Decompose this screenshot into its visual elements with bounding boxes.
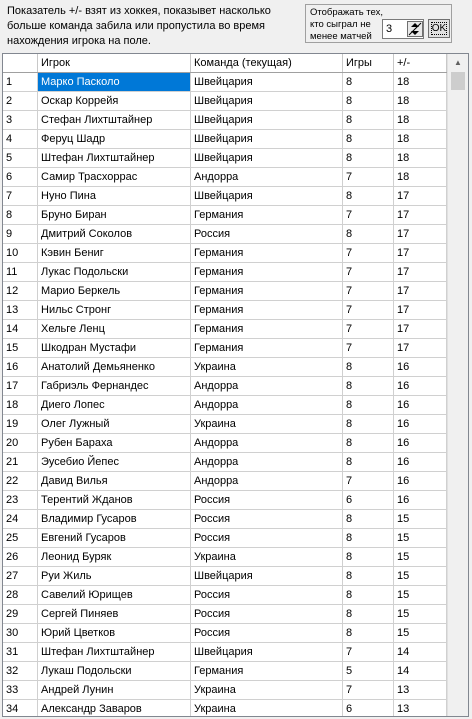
cell-player[interactable]: Марко Пасколо	[38, 73, 191, 92]
table-header	[3, 54, 447, 73]
cell-games[interactable]: 8	[343, 510, 394, 529]
cell-plus-minus[interactable]: 17	[394, 187, 447, 206]
cell-index[interactable]: 26	[3, 548, 38, 567]
cell-index[interactable]: 9	[3, 225, 38, 244]
cell-games[interactable]: 7	[343, 206, 394, 225]
cell-index[interactable]: 8	[3, 206, 38, 225]
cell-team[interactable]: Украина	[191, 700, 343, 717]
cell-player[interactable]: Нуно Пина	[38, 187, 191, 206]
column-header-index[interactable]	[3, 54, 38, 72]
min-games-label: Отображать тех, кто сыграл не менее матчей	[310, 7, 384, 42]
table-row[interactable]	[3, 472, 447, 491]
cell-player[interactable]: Леонид Буряк	[38, 548, 191, 567]
table-row[interactable]	[3, 263, 447, 282]
table-row[interactable]	[3, 301, 447, 320]
table-row[interactable]	[3, 567, 447, 586]
cell-team[interactable]: Россия	[191, 491, 343, 510]
table-row[interactable]	[3, 491, 447, 510]
cell-player[interactable]: Руи Жиль	[38, 567, 191, 586]
cell-games[interactable]: 8	[343, 529, 394, 548]
table-row[interactable]	[3, 73, 447, 92]
scroll-up-icon[interactable]: ▲	[448, 54, 468, 71]
cell-index[interactable]: 30	[3, 624, 38, 643]
cell-index[interactable]: 27	[3, 567, 38, 586]
cell-plus-minus[interactable]: 14	[394, 662, 447, 681]
table-row[interactable]	[3, 396, 447, 415]
cell-games[interactable]: 7	[343, 339, 394, 358]
cell-index[interactable]: 1	[3, 73, 38, 92]
cell-team[interactable]: Германия	[191, 301, 343, 320]
cell-player[interactable]: Оскар Коррейя	[38, 92, 191, 111]
cell-plus-minus[interactable]: 15	[394, 510, 447, 529]
table-row[interactable]	[3, 643, 447, 662]
vertical-scrollbar[interactable]	[447, 54, 468, 716]
cell-index[interactable]: 10	[3, 244, 38, 263]
cell-index[interactable]: 2	[3, 92, 38, 111]
table-row[interactable]	[3, 415, 447, 434]
cell-plus-minus[interactable]: 16	[394, 377, 447, 396]
cell-games[interactable]: 7	[343, 643, 394, 662]
cell-player[interactable]: Лукас Подольски	[38, 263, 191, 282]
players-table[interactable]	[2, 53, 469, 717]
cell-team[interactable]: Германия	[191, 206, 343, 225]
table-row[interactable]	[3, 453, 447, 472]
cell-index[interactable]: 11	[3, 263, 38, 282]
cell-team[interactable]: Андорра	[191, 396, 343, 415]
cell-plus-minus[interactable]: 15	[394, 586, 447, 605]
cell-index[interactable]: 4	[3, 130, 38, 149]
cell-team[interactable]: Россия	[191, 225, 343, 244]
cell-player[interactable]: Евгений Гусаров	[38, 529, 191, 548]
cell-team[interactable]: Андорра	[191, 434, 343, 453]
min-games-value[interactable]: 3	[386, 23, 393, 35]
cell-team[interactable]: Андорра	[191, 453, 343, 472]
table-row[interactable]	[3, 149, 447, 168]
cell-player[interactable]: Сергей Пиняев	[38, 605, 191, 624]
cell-index[interactable]: 18	[3, 396, 38, 415]
cell-plus-minus[interactable]: 17	[394, 225, 447, 244]
table-row[interactable]	[3, 681, 447, 700]
cell-player[interactable]: Феруц Шадр	[38, 130, 191, 149]
cell-games[interactable]: 8	[343, 187, 394, 206]
cell-index[interactable]: 33	[3, 681, 38, 700]
table-row[interactable]	[3, 130, 447, 149]
cell-player[interactable]: Эусебио Йепес	[38, 453, 191, 472]
table-row[interactable]	[3, 244, 447, 263]
cell-games[interactable]: 8	[343, 586, 394, 605]
cell-team[interactable]: Россия	[191, 510, 343, 529]
cell-team[interactable]: Швейцария	[191, 567, 343, 586]
cell-index[interactable]: 3	[3, 111, 38, 130]
cell-plus-minus[interactable]: 16	[394, 491, 447, 510]
cell-team[interactable]: Украина	[191, 681, 343, 700]
cell-index[interactable]: 28	[3, 586, 38, 605]
cell-plus-minus[interactable]: 16	[394, 358, 447, 377]
cell-games[interactable]: 7	[343, 263, 394, 282]
cell-plus-minus[interactable]: 15	[394, 567, 447, 586]
cell-index[interactable]: 17	[3, 377, 38, 396]
cell-plus-minus[interactable]: 13	[394, 681, 447, 700]
cell-plus-minus[interactable]: 16	[394, 434, 447, 453]
cell-team[interactable]: Германия	[191, 339, 343, 358]
cell-index[interactable]: 15	[3, 339, 38, 358]
cell-player[interactable]: Стефан Лихтштайнер	[38, 111, 191, 130]
cell-index[interactable]: 20	[3, 434, 38, 453]
cell-games[interactable]: 8	[343, 396, 394, 415]
cell-games[interactable]: 7	[343, 320, 394, 339]
cell-player[interactable]: Дмитрий Соколов	[38, 225, 191, 244]
table-row[interactable]	[3, 510, 447, 529]
cell-index[interactable]: 31	[3, 643, 38, 662]
cell-plus-minus[interactable]: 18	[394, 149, 447, 168]
table-row[interactable]	[3, 434, 447, 453]
cell-team[interactable]: Россия	[191, 586, 343, 605]
cell-player[interactable]: Лукаш Подольски	[38, 662, 191, 681]
table-row[interactable]	[3, 624, 447, 643]
cell-player[interactable]: Марио Беркель	[38, 282, 191, 301]
table-row[interactable]	[3, 358, 447, 377]
cell-games[interactable]: 5	[343, 662, 394, 681]
cell-team[interactable]: Германия	[191, 662, 343, 681]
table-row[interactable]	[3, 282, 447, 301]
cell-index[interactable]: 19	[3, 415, 38, 434]
cell-plus-minus[interactable]: 17	[394, 301, 447, 320]
cell-team[interactable]: Германия	[191, 320, 343, 339]
cell-index[interactable]: 13	[3, 301, 38, 320]
cell-games[interactable]: 8	[343, 358, 394, 377]
cell-index[interactable]: 25	[3, 529, 38, 548]
cell-team[interactable]: Германия	[191, 263, 343, 282]
min-games-spinner[interactable]	[382, 19, 424, 39]
cell-games[interactable]: 8	[343, 130, 394, 149]
cell-player[interactable]: Шкодран Мустафи	[38, 339, 191, 358]
cell-player[interactable]: Александр Заваров	[38, 700, 191, 717]
cell-games[interactable]: 8	[343, 149, 394, 168]
cell-games[interactable]: 8	[343, 567, 394, 586]
cell-team[interactable]: Андорра	[191, 472, 343, 491]
table-row[interactable]	[3, 586, 447, 605]
table-row[interactable]	[3, 168, 447, 187]
cell-team[interactable]: Швейцария	[191, 73, 343, 92]
cell-plus-minus[interactable]: 16	[394, 453, 447, 472]
cell-games[interactable]: 7	[343, 472, 394, 491]
cell-games[interactable]: 7	[343, 244, 394, 263]
cell-games[interactable]: 7	[343, 168, 394, 187]
cell-plus-minus[interactable]: 18	[394, 111, 447, 130]
cell-plus-minus[interactable]: 18	[394, 73, 447, 92]
cell-index[interactable]: 21	[3, 453, 38, 472]
cell-games[interactable]: 7	[343, 681, 394, 700]
cell-index[interactable]: 23	[3, 491, 38, 510]
spin-up-down-icon[interactable]	[407, 21, 423, 37]
table-row[interactable]	[3, 111, 447, 130]
cell-index[interactable]: 12	[3, 282, 38, 301]
cell-player[interactable]: Самир Трасхоррас	[38, 168, 191, 187]
cell-plus-minus[interactable]: 17	[394, 263, 447, 282]
cell-games[interactable]: 8	[343, 605, 394, 624]
cell-index[interactable]: 6	[3, 168, 38, 187]
table-row[interactable]	[3, 700, 447, 717]
cell-plus-minus[interactable]: 15	[394, 624, 447, 643]
cell-plus-minus[interactable]: 18	[394, 130, 447, 149]
table-row[interactable]	[3, 92, 447, 111]
cell-plus-minus[interactable]: 15	[394, 605, 447, 624]
cell-plus-minus[interactable]: 17	[394, 320, 447, 339]
cell-games[interactable]: 7	[343, 301, 394, 320]
cell-player[interactable]: Юрий Цветков	[38, 624, 191, 643]
cell-player[interactable]: Олег Лужный	[38, 415, 191, 434]
cell-team[interactable]: Андорра	[191, 377, 343, 396]
column-header-games[interactable]: Игры	[343, 54, 394, 72]
cell-plus-minus[interactable]: 14	[394, 643, 447, 662]
table-row[interactable]	[3, 187, 447, 206]
scroll-thumb[interactable]	[451, 72, 465, 90]
cell-team[interactable]: Швейцария	[191, 149, 343, 168]
column-header-plus-minus[interactable]: +/-	[394, 54, 447, 72]
cell-team[interactable]: Швейцария	[191, 111, 343, 130]
cell-team[interactable]: Швейцария	[191, 92, 343, 111]
cell-index[interactable]: 34	[3, 700, 38, 717]
cell-team[interactable]: Швейцария	[191, 187, 343, 206]
cell-team[interactable]: Украина	[191, 548, 343, 567]
cell-team[interactable]: Андорра	[191, 168, 343, 187]
cell-plus-minus[interactable]: 17	[394, 244, 447, 263]
ok-button-label: OK	[431, 23, 447, 34]
cell-index[interactable]: 5	[3, 149, 38, 168]
cell-plus-minus[interactable]: 15	[394, 529, 447, 548]
cell-plus-minus[interactable]: 16	[394, 472, 447, 491]
cell-games[interactable]: 8	[343, 111, 394, 130]
cell-index[interactable]: 7	[3, 187, 38, 206]
table-row[interactable]	[3, 529, 447, 548]
column-header-player[interactable]: Игрок	[38, 54, 191, 72]
cell-player[interactable]: Диего Лопес	[38, 396, 191, 415]
cell-team[interactable]: Швейцария	[191, 130, 343, 149]
cell-games[interactable]: 8	[343, 92, 394, 111]
cell-player[interactable]: Кэвин Бениг	[38, 244, 191, 263]
cell-plus-minus[interactable]: 18	[394, 168, 447, 187]
table-row[interactable]	[3, 377, 447, 396]
cell-games[interactable]: 7	[343, 282, 394, 301]
cell-plus-minus[interactable]: 17	[394, 339, 447, 358]
cell-plus-minus[interactable]: 15	[394, 548, 447, 567]
cell-player[interactable]: Бруно Биран	[38, 206, 191, 225]
cell-player[interactable]: Штефан Лихтштайнер	[38, 643, 191, 662]
cell-games[interactable]: 6	[343, 700, 394, 717]
min-games-filter	[305, 4, 452, 43]
column-header-team[interactable]: Команда (текущая)	[191, 54, 343, 72]
cell-player[interactable]: Терентий Жданов	[38, 491, 191, 510]
cell-games[interactable]: 8	[343, 624, 394, 643]
cell-plus-minus[interactable]: 17	[394, 206, 447, 225]
cell-player[interactable]: Рубен Бараха	[38, 434, 191, 453]
cell-player[interactable]: Андрей Лунин	[38, 681, 191, 700]
cell-team[interactable]: Россия	[191, 605, 343, 624]
cell-player[interactable]: Савелий Юрищев	[38, 586, 191, 605]
table-row[interactable]	[3, 662, 447, 681]
cell-player[interactable]: Владимир Гусаров	[38, 510, 191, 529]
table-row[interactable]	[3, 320, 447, 339]
cell-games[interactable]: 8	[343, 225, 394, 244]
cell-plus-minus[interactable]: 17	[394, 282, 447, 301]
cell-games[interactable]: 8	[343, 415, 394, 434]
table-row[interactable]	[3, 339, 447, 358]
cell-index[interactable]: 22	[3, 472, 38, 491]
table-row[interactable]	[3, 548, 447, 567]
cell-team[interactable]: Украина	[191, 358, 343, 377]
cell-index[interactable]: 29	[3, 605, 38, 624]
ok-button[interactable]	[428, 19, 450, 38]
cell-plus-minus[interactable]: 16	[394, 415, 447, 434]
table-row[interactable]	[3, 225, 447, 244]
cell-plus-minus[interactable]: 16	[394, 396, 447, 415]
cell-team[interactable]: Украина	[191, 415, 343, 434]
cell-games[interactable]: 8	[343, 453, 394, 472]
cell-index[interactable]: 14	[3, 320, 38, 339]
table-row[interactable]	[3, 206, 447, 225]
cell-player[interactable]: Давид Вилья	[38, 472, 191, 491]
cell-team[interactable]: Россия	[191, 529, 343, 548]
table-row[interactable]	[3, 605, 447, 624]
cell-player[interactable]: Хельге Ленц	[38, 320, 191, 339]
description-text: Показатель +/- взят из хоккея, показывет насколько больше команда забила или пропустила во время нахождения игрока на поле.	[7, 5, 271, 47]
cell-player[interactable]: Габриэль Фернандес	[38, 377, 191, 396]
cell-games[interactable]: 8	[343, 548, 394, 567]
cell-plus-minus[interactable]: 13	[394, 700, 447, 717]
cell-team[interactable]: Германия	[191, 244, 343, 263]
cell-games[interactable]: 8	[343, 377, 394, 396]
cell-games[interactable]: 6	[343, 491, 394, 510]
cell-team[interactable]: Германия	[191, 282, 343, 301]
cell-index[interactable]: 24	[3, 510, 38, 529]
cell-games[interactable]: 8	[343, 73, 394, 92]
cell-player[interactable]: Анатолий Демьяненко	[38, 358, 191, 377]
cell-player[interactable]: Нильс Стронг	[38, 301, 191, 320]
cell-games[interactable]: 8	[343, 434, 394, 453]
cell-player[interactable]: Штефан Лихтштайнер	[38, 149, 191, 168]
cell-team[interactable]: Швейцария	[191, 643, 343, 662]
cell-index[interactable]: 32	[3, 662, 38, 681]
cell-team[interactable]: Россия	[191, 624, 343, 643]
cell-index[interactable]: 16	[3, 358, 38, 377]
cell-plus-minus[interactable]: 18	[394, 92, 447, 111]
